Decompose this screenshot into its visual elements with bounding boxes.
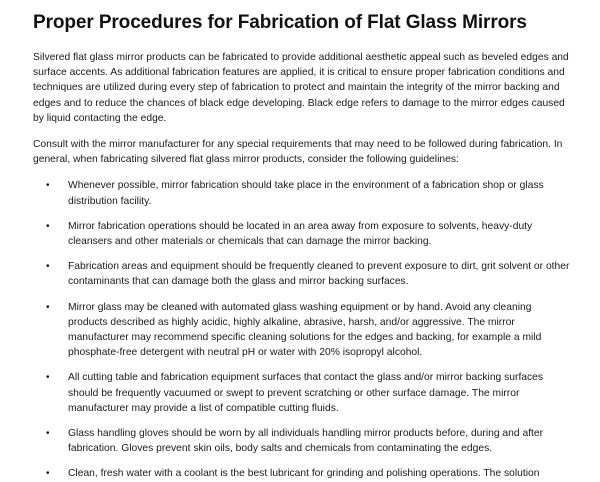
guideline-text: Mirror fabrication operations should be located in an area away from exposure to solvents, heavy-duty cleansers and other materials or chemicals that can damage the mirror backing. bbox=[68, 220, 533, 248]
guideline-text: Clean, fresh water with a coolant is the best lubricant for grinding and polishing operations. The solution bbox=[68, 468, 540, 480]
guideline-item bbox=[33, 370, 570, 416]
guideline-text: Mirror glass may be cleaned with automated glass washing equipment or by hand. Avoid any cleaning products described as highly acidic, highly alkaline, abrasive, harsh, and/or aggressive. The mirror manufacturer may recommend specific cleaning solutions for the edges and backing, for example a mild phosphate-free detergent with neutral pH or water with 20% isopropyl alcohol. bbox=[68, 301, 542, 359]
bullet-icon: • bbox=[46, 220, 50, 232]
bullet-icon: • bbox=[46, 468, 50, 480]
bullet-icon: • bbox=[46, 180, 50, 192]
guideline-item bbox=[33, 219, 570, 249]
page-title: Proper Procedures for Fabrication of Flat Glass Mirrors bbox=[33, 12, 527, 33]
guidelines-list bbox=[33, 178, 570, 481]
guideline-item bbox=[33, 259, 570, 289]
guideline-item bbox=[33, 178, 570, 208]
bullet-icon: • bbox=[46, 301, 50, 313]
guideline-text: Whenever possible, mirror fabrication should take place in the environment of a fabrication shop or glass distribution facility. bbox=[68, 180, 544, 207]
guideline-text: Fabrication areas and equipment should be frequently cleaned to prevent exposure to dirt, grit solvent or other contaminants that can damage both the glass and mirror backing surfaces. bbox=[68, 261, 570, 288]
bullet-icon: • bbox=[46, 428, 50, 440]
bullet-icon: • bbox=[46, 372, 50, 384]
guideline-item bbox=[33, 466, 570, 481]
guidelines-intro-paragraph: Consult with the mirror manufacturer for any special requirements that may need to be followed during fabrication. In general, when fabricating silvered flat glass mirror products, consider the following guidelines: bbox=[33, 139, 563, 166]
guideline-item bbox=[33, 300, 570, 361]
guideline-item bbox=[33, 426, 570, 456]
intro-paragraph: Silvered flat glass mirror products can be fabricated to provide additional aesthetic appeal such as beveled edges and surface accents. As additional fabrication features are applied, it is critical to ensure proper fabrication conditions and techniques are utilized during every step of fabrication to protect and maintain the integrity of the mirror backing and edges and to reduce the chances of black edge developing. Black edge refers to damage to the mirror edges caused by liquid contacting the edge. bbox=[33, 52, 569, 124]
guideline-text: All cutting table and fabrication equipment surfaces that contact the glass and/or mirror backing surfaces should be frequently vacuumed or swept to prevent scratching or other surface damage. The mirror manufacturer may provide a list of compatible cutting fluids. bbox=[68, 372, 544, 414]
guideline-text: Glass handling gloves should be worn by all individuals handling mirror products before, during and after fabrication. Gloves prevent skin oils, body salts and chemicals from contaminating the edges. bbox=[68, 428, 544, 455]
bullet-icon: • bbox=[46, 261, 50, 273]
